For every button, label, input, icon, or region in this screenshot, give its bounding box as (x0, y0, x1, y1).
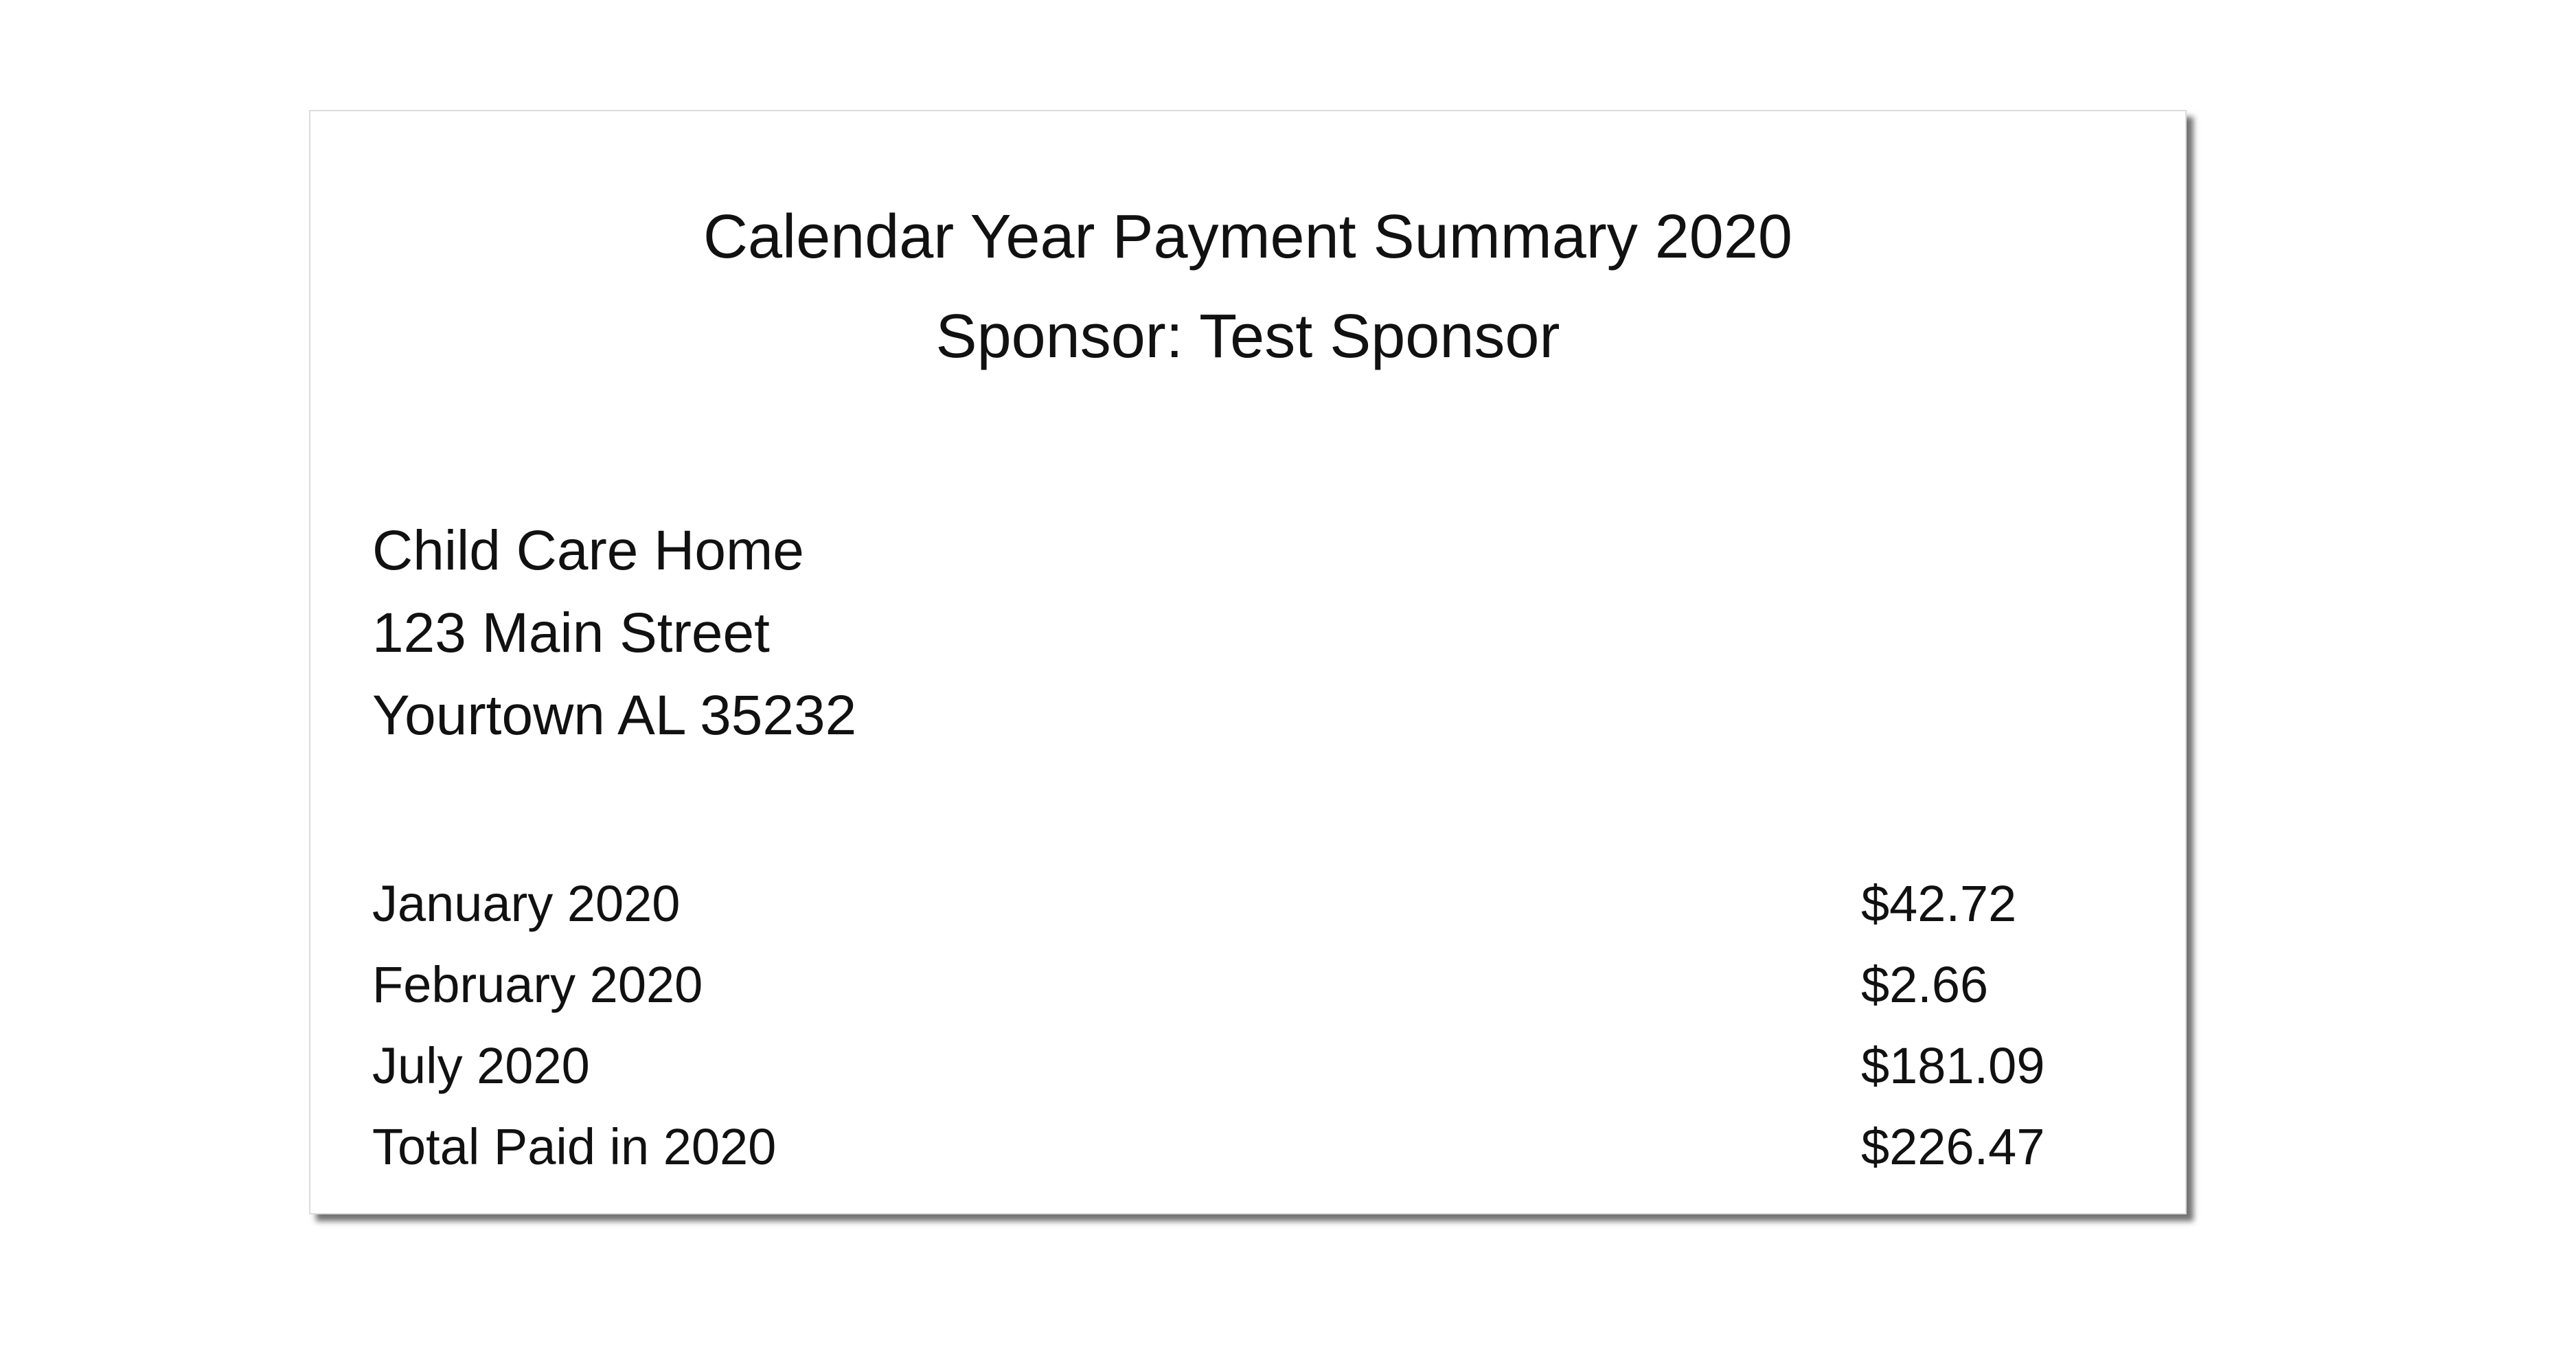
sponsor-line: Sponsor: Test Sponsor (935, 302, 1560, 371)
payment-label: January 2020 (372, 875, 681, 932)
payment-row-july (372, 1025, 2158, 1107)
report-page (309, 110, 2187, 1214)
payment-amount: $181.09 (1861, 1037, 2045, 1094)
recipient-address (372, 510, 856, 757)
total-amount: $226.47 (1861, 1118, 2045, 1175)
address-name: Child Care Home (372, 519, 804, 582)
payment-row-january (372, 863, 2158, 944)
payment-label: July 2020 (372, 1037, 590, 1094)
total-label: Total Paid in 2020 (372, 1118, 777, 1175)
payment-label: February 2020 (372, 956, 703, 1013)
payments-list (372, 863, 2158, 1188)
address-city-state-zip: Yourtown AL 35232 (372, 684, 857, 747)
payment-amount: $42.72 (1861, 875, 2017, 932)
payment-amount: $2.66 (1861, 956, 1989, 1013)
payment-row-february (372, 944, 2158, 1025)
report-title: Calendar Year Payment Summary 2020 (703, 203, 1792, 271)
payment-row-total (372, 1107, 2158, 1188)
address-street: 123 Main Street (372, 602, 770, 664)
